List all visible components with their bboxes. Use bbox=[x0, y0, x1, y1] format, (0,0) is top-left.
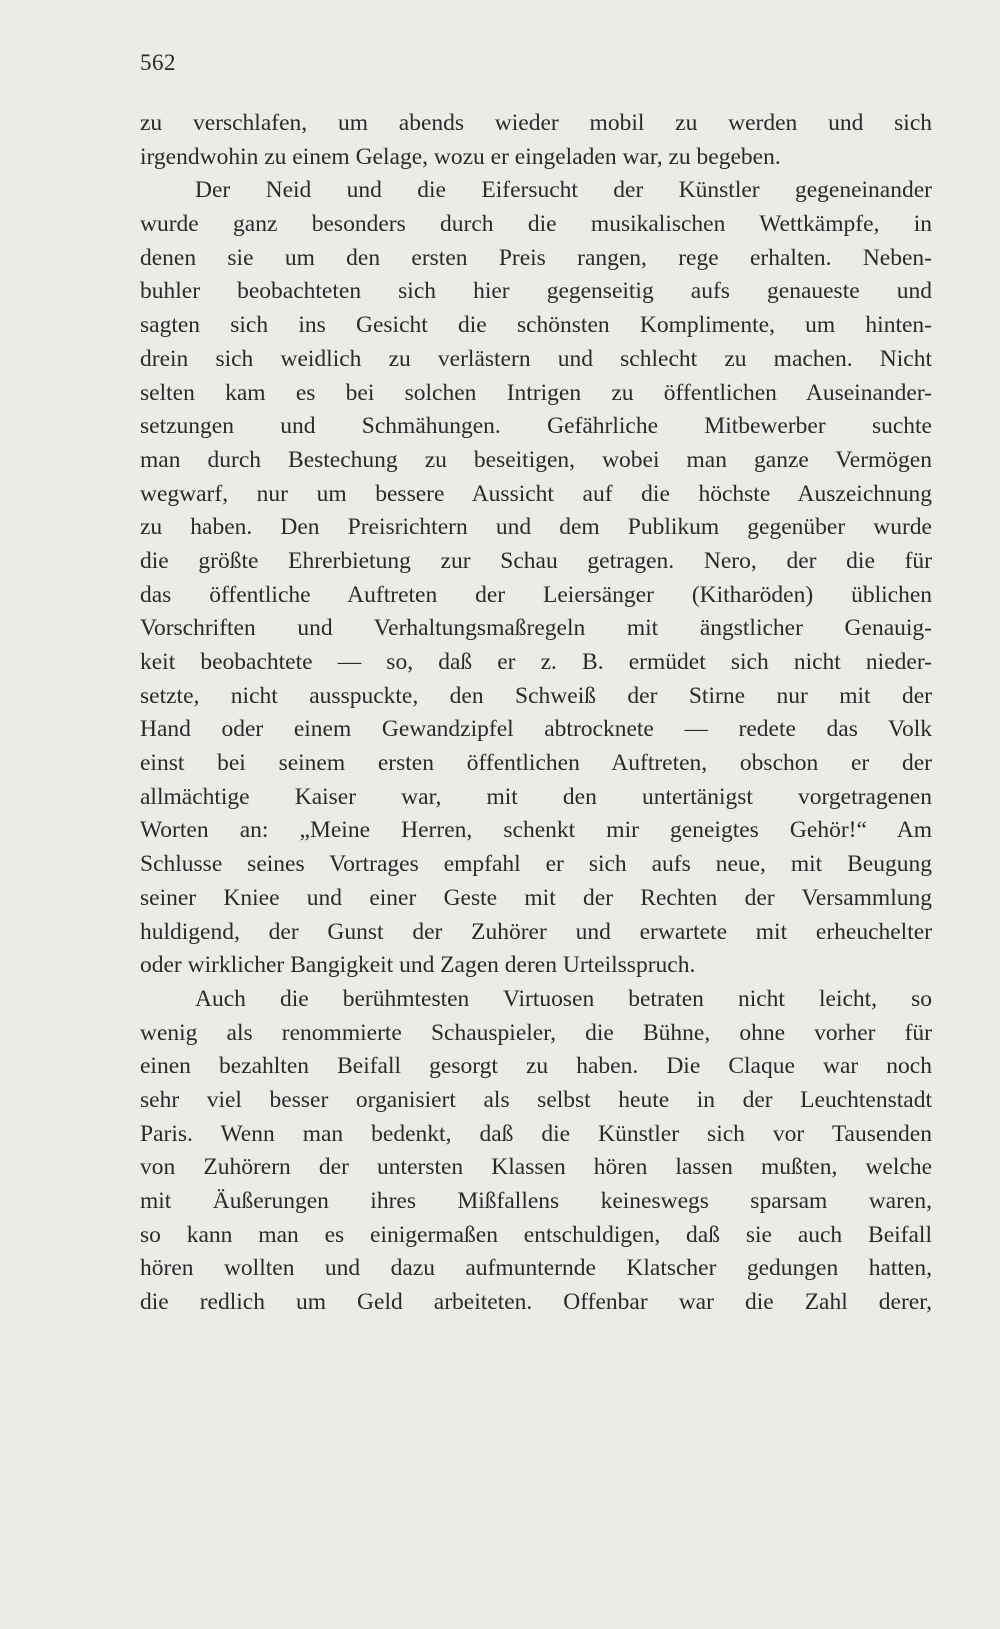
text-line: wegwarf, nur um bessere Aussicht auf die höchste Auszeichnung bbox=[140, 480, 932, 507]
text-line: einen bezahlten Beifall gesorgt zu haben. Die Claque war noch bbox=[140, 1053, 932, 1080]
text-line: keit beobachtete — so, daß er z. B. ermüdet sich nicht nieder- bbox=[140, 649, 932, 675]
text-line: seiner Kniee und einer Geste mit der Rechten der Versammlung bbox=[140, 884, 932, 911]
text-line: wenig als renommierte Schauspieler, die Bühne, ohne vorher für bbox=[140, 1019, 932, 1046]
text-line: Vorschriften und Verhaltungsmaßregeln mit ängstlicher Genauig- bbox=[140, 615, 932, 642]
text-line: so kann man es einigermaßen entschuldigen, daß sie auch Beifall bbox=[140, 1221, 932, 1248]
text-line: hören wollten und dazu aufmunternde Klatscher gedungen hatten, bbox=[140, 1255, 932, 1282]
text-line: Hand oder einem Gewandzipfel abtrocknete — redete das Volk bbox=[140, 716, 932, 743]
text-line: irgendwohin zu einem Gelage, wozu er eingeladen war, zu begeben. bbox=[140, 143, 781, 170]
text-line: Der Neid und die Eifersucht der Künstler gegeneinander bbox=[195, 177, 932, 204]
text-line: Worten an: „Meine Herren, schenkt mir geneigtes Gehör!“ Am bbox=[140, 817, 932, 844]
text-line: zu verschlafen, um abends wieder mobil zu werden und sich bbox=[140, 110, 932, 136]
text-line: Paris. Wenn man bedenkt, daß die Künstler sich vor Tausenden bbox=[140, 1120, 932, 1147]
text-line: das öffentliche Auftreten der Leiersänger (Kitharöden) üblichen bbox=[140, 581, 932, 608]
text-line: buhler beobachteten sich hier gegenseitig aufs genaueste und bbox=[140, 278, 932, 305]
text-line: setzte, nicht ausspuckte, den Schweiß der Stirne nur mit der bbox=[140, 682, 932, 709]
text-line: wurde ganz besonders durch die musikalischen Wettkämpfe, in bbox=[140, 211, 932, 238]
text-line: von Zuhörern der untersten Klassen hören lassen mußten, welche bbox=[140, 1154, 932, 1181]
text-line: man durch Bestechung zu beseitigen, wobei man ganze Vermögen bbox=[140, 446, 932, 473]
text-line: denen sie um den ersten Preis rangen, rege erhalten. Neben- bbox=[140, 244, 932, 271]
text-line: selten kam es bei solchen Intrigen zu öffentlichen Auseinander- bbox=[140, 379, 932, 406]
text-line: allmächtige Kaiser war, mit den untertänigst vorgetragenen bbox=[140, 783, 932, 810]
text-line: setzungen und Schmähungen. Gefährliche Mitbewerber suchte bbox=[140, 413, 932, 440]
text-line: drein sich weidlich zu verlästern und schlecht zu machen. Nicht bbox=[140, 345, 932, 372]
text-line: Schlusse seines Vortrages empfahl er sich aufs neue, mit Beugung bbox=[140, 851, 932, 878]
text-line: Auch die berühmtesten Virtuosen betraten nicht leicht, so bbox=[195, 985, 932, 1012]
text-line: huldigend, der Gunst der Zuhörer und erwartete mit erheuchelter bbox=[140, 918, 932, 945]
text-line: sagten sich ins Gesicht die schönsten Komplimente, um hinten- bbox=[140, 312, 932, 339]
text-line: zu haben. Den Preisrichtern und dem Publikum gegenüber wurde bbox=[140, 514, 932, 541]
text-line: die größte Ehrerbietung zur Schau getragen. Nero, der die für bbox=[140, 547, 932, 574]
text-line: die redlich um Geld arbeiteten. Offenbar war die Zahl derer, bbox=[140, 1289, 932, 1316]
page-number: 562 bbox=[140, 50, 176, 75]
text-line: sehr viel besser organisiert als selbst heute in der Leuchtenstadt bbox=[140, 1086, 932, 1113]
text-line: oder wirklicher Bangigkeit und Zagen deren Urteilsspruch. bbox=[140, 952, 696, 979]
text-line: mit Äußerungen ihres Mißfallens keineswegs sparsam waren, bbox=[140, 1188, 932, 1214]
text-line: einst bei seinem ersten öffentlichen Auftreten, obschon er der bbox=[140, 750, 932, 777]
body-text bbox=[140, 107, 932, 1320]
